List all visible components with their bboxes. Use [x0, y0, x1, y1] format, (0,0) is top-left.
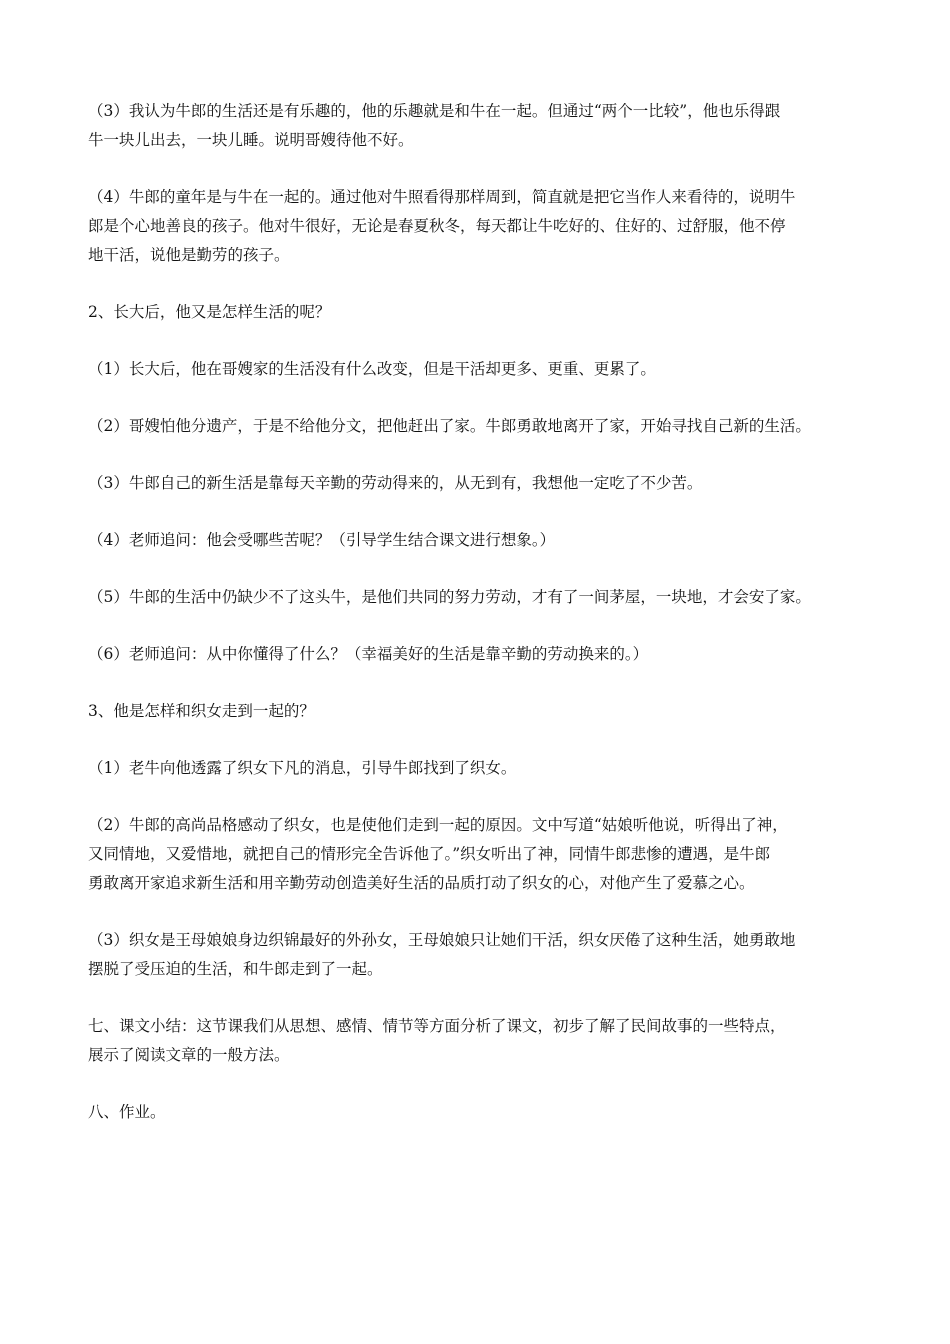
paragraph-adult-point-2 — [88, 412, 878, 441]
paragraph-adult-point-4 — [88, 526, 878, 555]
text-line: 展示了阅读文章的一般方法。 — [88, 1046, 290, 1064]
text-line: （4）牛郎的童年是与牛在一起的。通过他对牛照看得那样周到，简直就是把它当作人来看待的，说明牛 — [88, 188, 796, 206]
text-line: （4）老师追问：他会受哪些苦呢？（引导学生结合课文进行想象。） — [88, 531, 556, 549]
text-line: （3）牛郎自己的新生活是靠每天辛勤的劳动得来的，从无到有，我想他一定吃了不少苦。 — [88, 474, 703, 492]
section-homework — [88, 1098, 878, 1127]
paragraph-meeting-point-1 — [88, 754, 878, 783]
text-line: 2、长大后，他又是怎样生活的呢？ — [88, 303, 331, 321]
paragraph-adult-point-6 — [88, 640, 878, 669]
text-line: 勇敢离开家追求新生活和用辛勤劳动创造美好生活的品质打动了织女的心，对他产生了爱慕之心。 — [88, 874, 755, 892]
paragraph-adult-point-1 — [88, 355, 878, 384]
text-line: （6）老师追问：从中你懂得了什么？（幸福美好的生活是靠辛勤的劳动换来的。） — [88, 645, 649, 663]
text-line: （3）我认为牛郎的生活还是有乐趣的，他的乐趣就是和牛在一起。但通过“两个一比较”，他也乐得跟 — [88, 102, 781, 120]
text-line: （1）老牛向他透露了织女下凡的消息，引导牛郎找到了织女。 — [88, 759, 517, 777]
text-line: （2）哥嫂怕他分遗产，于是不给他分文，把他赶出了家。牛郎勇敢地离开了家，开始寻找自己新的生活。 — [88, 417, 811, 435]
text-line: 七、课文小结：这节课我们从思想、感情、情节等方面分析了课文，初步了解了民间故事的一些特点， — [88, 1017, 786, 1035]
paragraph-meeting-point-3 — [88, 926, 878, 984]
text-line: 摆脱了受压迫的生活，和牛郎走到了一起。 — [88, 960, 383, 978]
paragraph-point-3-childhood-fun — [88, 97, 878, 155]
section-summary — [88, 1012, 878, 1070]
text-line: 牛一块儿出去，一块儿睡。说明哥嫂待他不好。 — [88, 131, 414, 149]
section-heading-2 — [88, 298, 878, 327]
text-line: 3、他是怎样和织女走到一起的？ — [88, 702, 315, 720]
section-heading-3 — [88, 697, 878, 726]
text-line: 八、作业。 — [88, 1103, 166, 1121]
text-line: 地干活，说他是勤劳的孩子。 — [88, 246, 290, 264]
text-line: （1）长大后，他在哥嫂家的生活没有什么改变，但是干活却更多、更重、更累了。 — [88, 360, 656, 378]
text-line: 郎是个心地善良的孩子。他对牛很好，无论是春夏秋冬，每天都让牛吃好的、住好的、过舒服，他不停 — [88, 217, 786, 235]
text-line: （3）织女是王母娘娘身边织锦最好的外孙女，王母娘娘只让她们干活，织女厌倦了这种生活，她勇敢地 — [88, 931, 796, 949]
text-line: （5）牛郎的生活中仍缺少不了这头牛，是他们共同的努力劳动，才有了一间茅屋，一块地，才会安了家。 — [88, 588, 811, 606]
paragraph-adult-point-3 — [88, 469, 878, 498]
document-page — [88, 97, 878, 1155]
paragraph-point-4-childhood-kind — [88, 183, 878, 270]
text-line: （2）牛郎的高尚品格感动了织女，也是使他们走到一起的原因。文中写道“姑娘听他说，听得出了神， — [88, 816, 788, 834]
paragraph-adult-point-5 — [88, 583, 878, 612]
text-line: 又同情地，又爱惜地，就把自己的情形完全告诉他了。”织女听出了神，同情牛郎悲惨的遭遇，是牛郎 — [88, 845, 771, 863]
paragraph-meeting-point-2 — [88, 811, 878, 898]
